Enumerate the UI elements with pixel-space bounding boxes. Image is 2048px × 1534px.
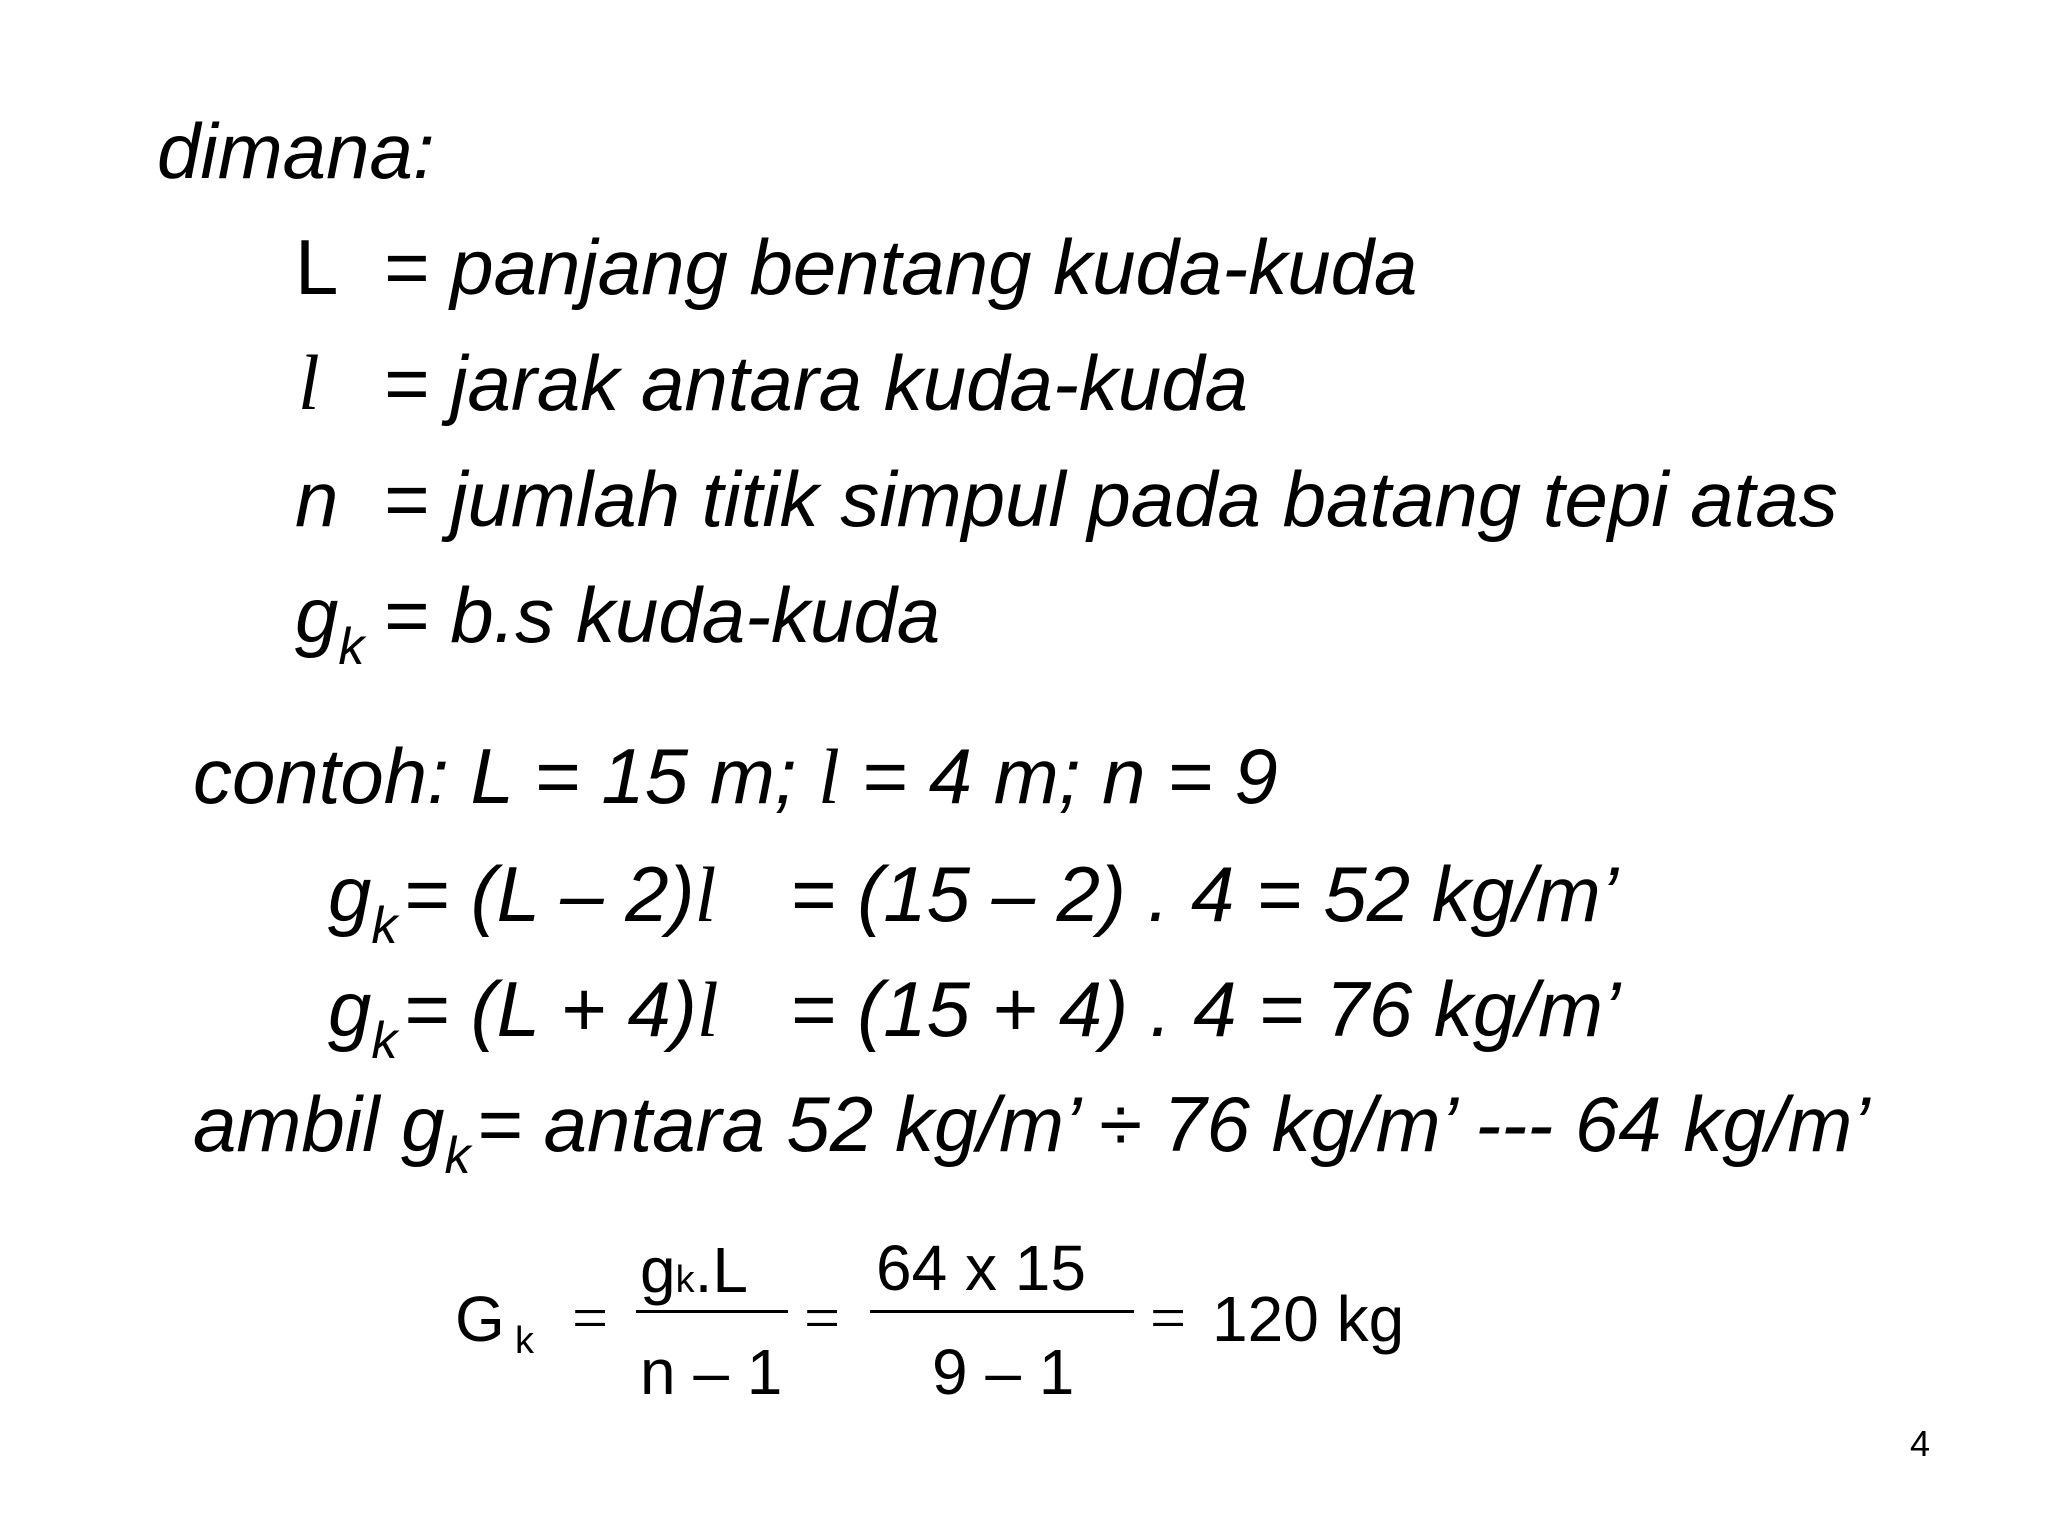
calc2-part1: = (L + 4)	[403, 965, 697, 1053]
calc-line-1-left	[328, 850, 717, 955]
def-symbol-k: k	[338, 618, 365, 676]
def-symbol-l: l	[298, 339, 320, 426]
ambil-suffix: = antara 52 kg/m’ ÷ 76 kg/m’ --- 64 kg/m’	[476, 1080, 1870, 1168]
frac1-numerator	[640, 1234, 748, 1306]
frac2-bar	[870, 1310, 1134, 1313]
frac1-bar	[636, 1310, 788, 1313]
calc1-part1: = (L – 2)	[403, 850, 695, 938]
def-symbol-L: L	[295, 223, 339, 311]
frac1-denominator: n – 1	[640, 1336, 783, 1408]
calc1-ell: l	[694, 851, 717, 938]
calc2-ell: l	[696, 966, 719, 1053]
frac1-num-g: g	[640, 1234, 676, 1306]
def-symbol-gk	[295, 571, 370, 676]
heading-dimana: dimana:	[157, 107, 435, 195]
formula-eq-2: =	[804, 1282, 841, 1353]
calc-line-2-right: = (15 + 4) . 4 = 76 kg/m’	[790, 965, 1621, 1053]
frac1-num-sub: k	[675, 1259, 695, 1301]
frac2-denominator: 9 – 1	[932, 1336, 1075, 1408]
example-suffix: = 4 m; n = 9	[839, 732, 1278, 820]
calc2-k: k	[371, 1012, 398, 1070]
calc-line-2-left	[328, 965, 719, 1070]
example-line	[193, 732, 1278, 820]
ambil-sub: k	[444, 1127, 471, 1185]
def-text-L: = panjang bentang kuda-kuda	[383, 223, 1418, 311]
formula-result: 120 kg	[1212, 1283, 1405, 1355]
formula-lhs-sub: k	[515, 1320, 534, 1362]
def-text-l: = jarak antara kuda-kuda	[383, 339, 1249, 427]
frac1-num-rest: .L	[694, 1234, 748, 1306]
def-text-n: = jumlah titik simpul pada batang tepi atas	[383, 455, 1838, 543]
frac2-numerator: 64 x 15	[876, 1232, 1086, 1304]
page-number: 4	[1910, 1423, 1931, 1464]
def-text-gk: = b.s kuda-kuda	[383, 571, 941, 659]
example-ell: l	[818, 733, 840, 820]
calc-line-1-right: = (15 – 2) . 4 = 52 kg/m’	[790, 850, 1619, 938]
def-symbol-n: n	[295, 455, 339, 543]
example-prefix: contoh: L = 15 m;	[193, 732, 819, 820]
calc2-g: g	[328, 965, 372, 1053]
ambil-line	[193, 1080, 1870, 1185]
formula-eq-1: =	[572, 1282, 609, 1353]
calc1-g: g	[328, 850, 372, 938]
ambil-prefix: ambil g	[193, 1080, 445, 1168]
calc1-k: k	[371, 897, 398, 955]
formula-lhs-G: G	[455, 1283, 505, 1355]
formula-eq-3: =	[1150, 1282, 1187, 1353]
def-symbol-g: g	[295, 571, 339, 659]
